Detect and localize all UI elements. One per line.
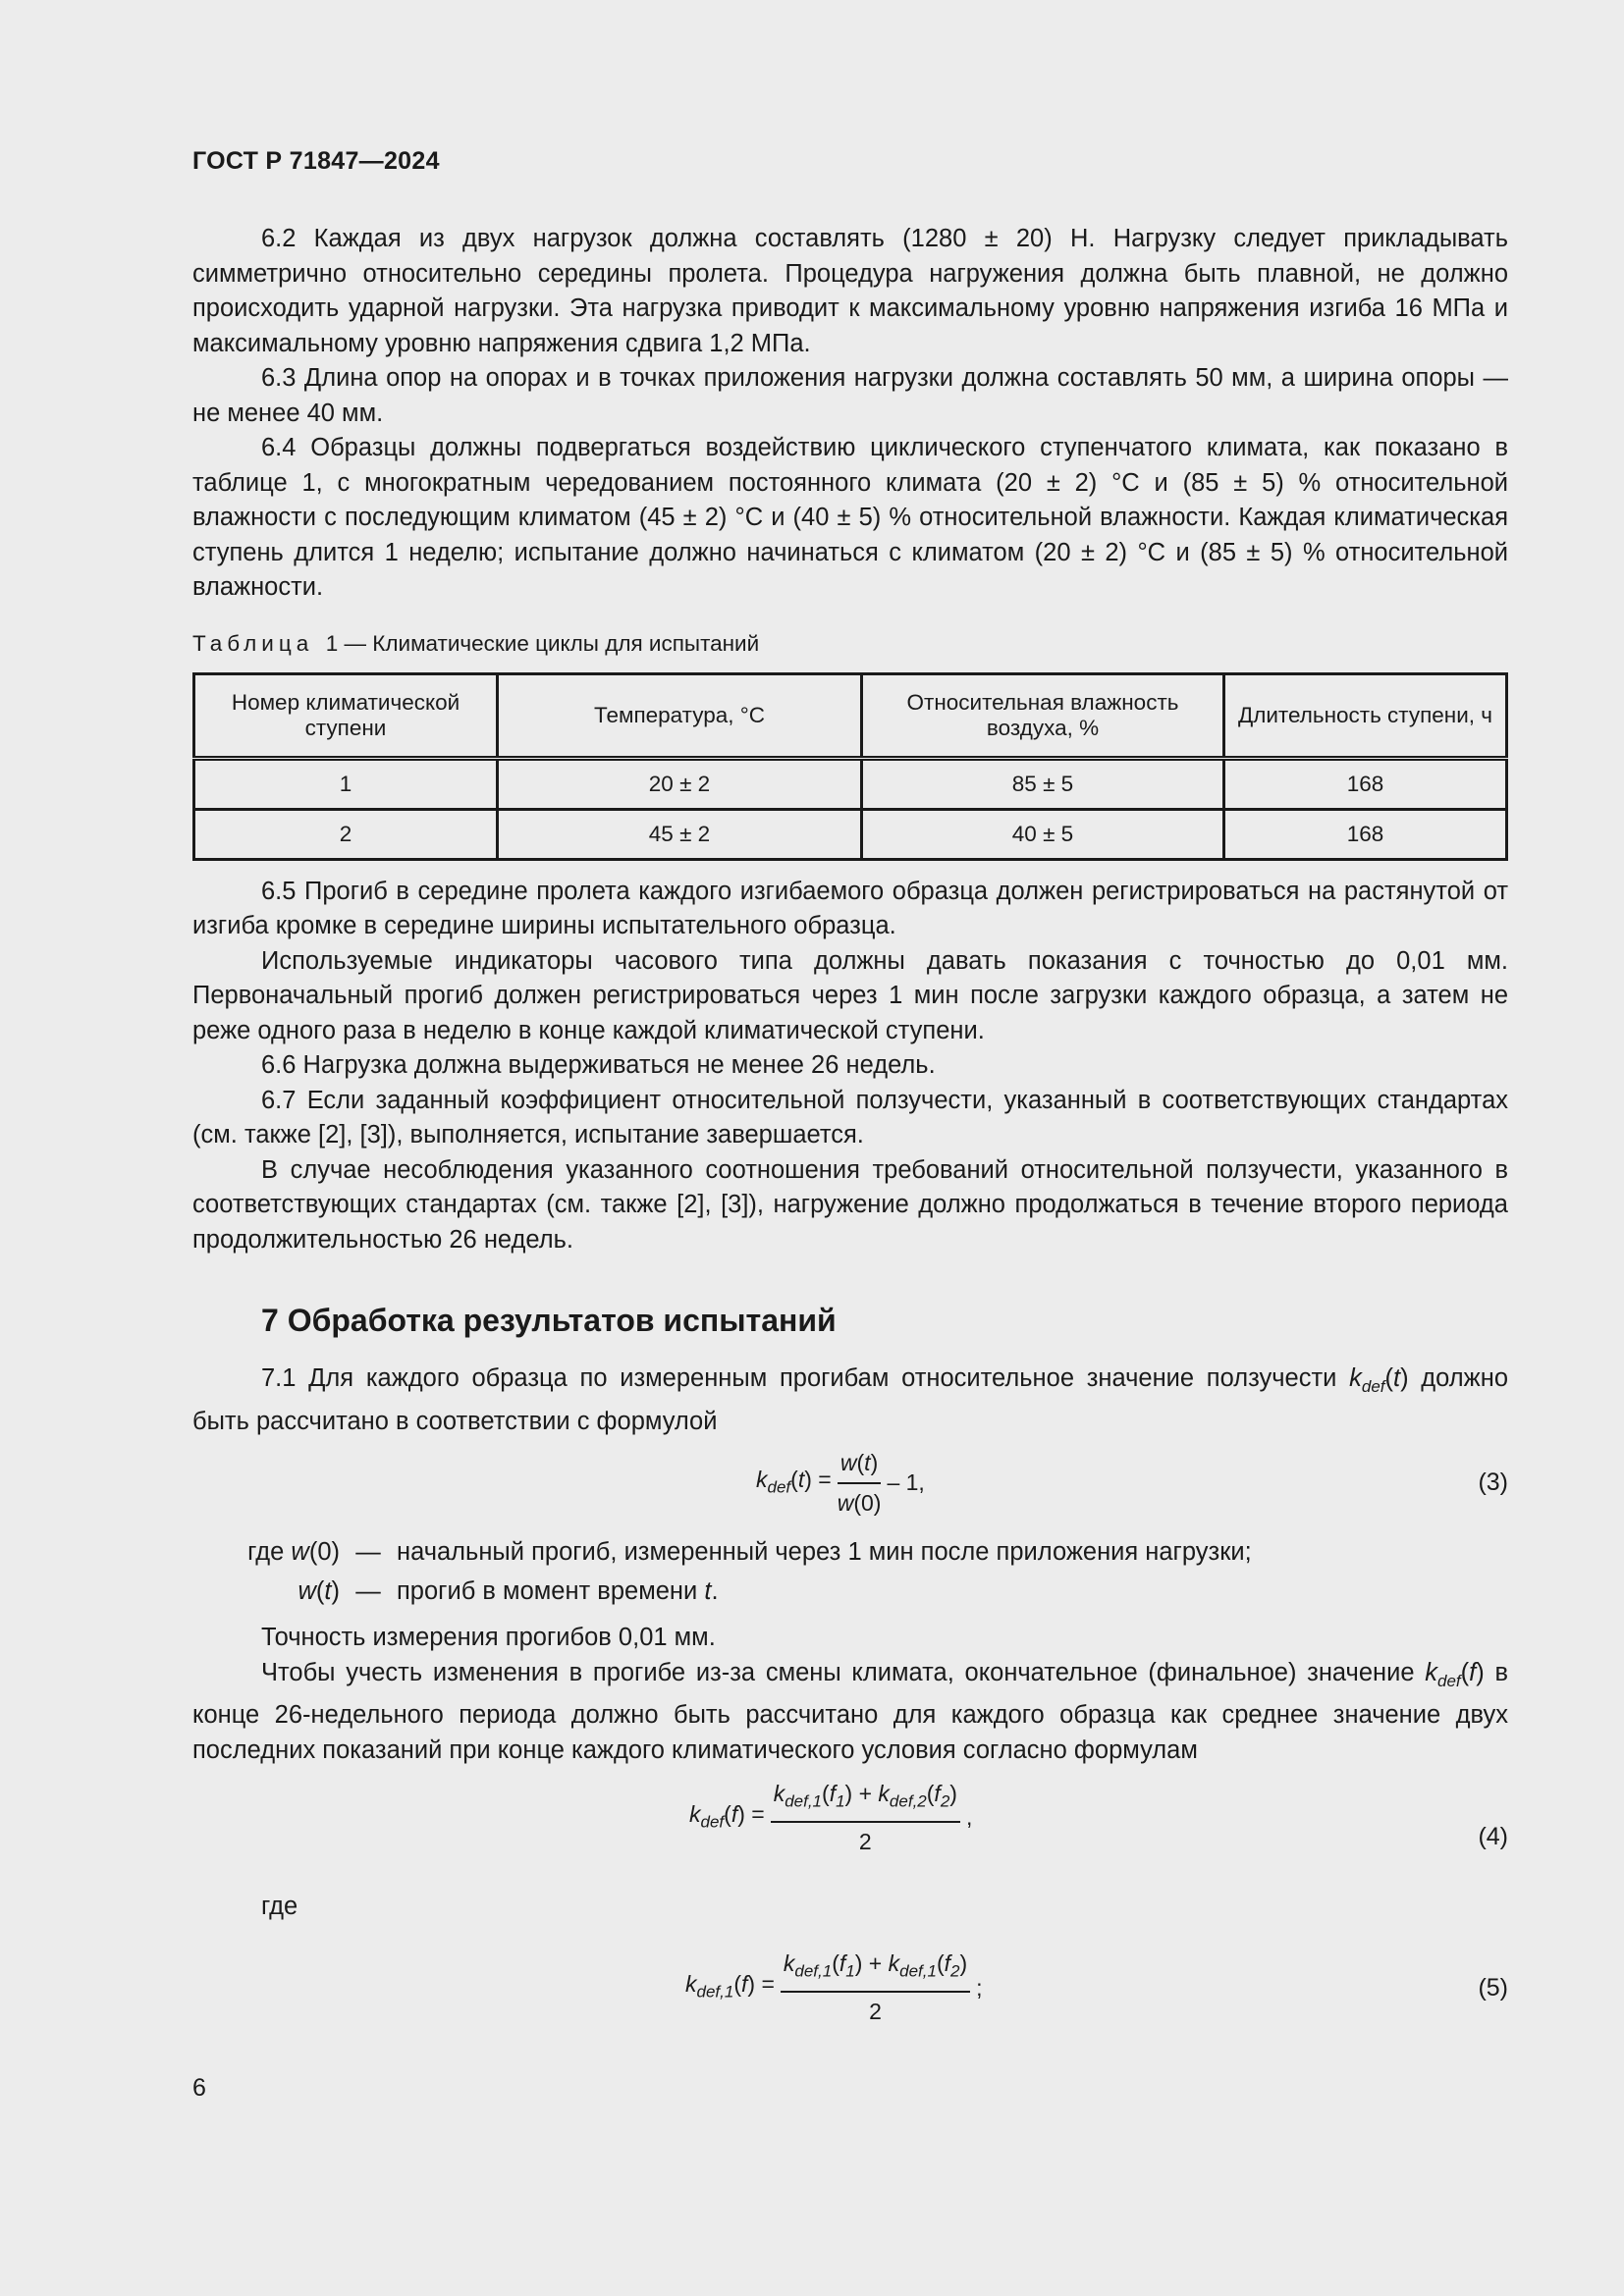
formula-5-number: (5) bbox=[1478, 1973, 1508, 2002]
table-header-cell: Номер климатической ступени bbox=[194, 673, 498, 758]
table-caption-label: Таблица bbox=[192, 630, 314, 656]
table-cell: 2 bbox=[194, 809, 498, 859]
table-caption bbox=[192, 629, 1508, 659]
formula-4 bbox=[192, 1774, 1508, 1862]
where-label: где bbox=[261, 1893, 298, 1921]
paragraph-final-value: Чтобы учесть изменения в прогибе из-за смены климата, окончательное (финальное) значение $k_{def}(f)$ в конце 26-недельного периода должно быть рассчитано для каждого образца как среднее значение двух последних показаний при конце каждого климатического условия согласно формулам bbox=[192, 1658, 1508, 1764]
formula-3-expression: $k_{def}(t)$ = $\frac{w(t)}{w(0)}$ – 1, bbox=[756, 1439, 925, 1527]
formula-4-expression: $k_{def}(f)$ = $\frac{k_{def,1}(f_1) + k_{def,2}(f_2)}{2}$ , bbox=[689, 1774, 972, 1862]
page-number: 6 bbox=[192, 2074, 206, 2102]
paragraph-7-1: 7.1 Для каждого образца по измеренным прогибам относительное значение ползучести $k_{def}(t)$ должно быть рассчитано в соответствии с формулой bbox=[192, 1364, 1509, 1435]
paragraph-indicators: Используемые индикаторы часового типа должны давать показания с точностью до 0,01 мм. Первоначальный прогиб должен регистрироваться через 1 мин после загрузки каждого образца, а затем не реже одного раза в неделю в конце каждой климатической ступени. bbox=[192, 946, 1508, 1044]
table-header-row bbox=[194, 673, 1507, 758]
where-block bbox=[192, 1535, 1508, 1609]
paragraph-6-7: 6.7 Если заданный коэффициент относительной ползучести, указанный в соответствующих стандартах (см. также [2], [3]), выполняется, испытание завершается. bbox=[192, 1086, 1508, 1148]
table-cell: 85 ± 5 bbox=[862, 758, 1224, 809]
table-cell: 40 ± 5 bbox=[862, 809, 1224, 859]
table-caption-text: 1 — Климатические циклы для испытаний bbox=[325, 630, 760, 656]
paragraph-6-5: 6.5 Прогиб в середине пролета каждого изгибаемого образца должен регистрироваться на растянутой от изгиба кромке в середине ширины испытательного образца. bbox=[192, 877, 1508, 939]
paragraph-6-6: 6.6 Нагрузка должна выдерживаться не менее 26 недель. bbox=[261, 1051, 936, 1079]
table-header-cell: Длительность ступени, ч bbox=[1224, 673, 1507, 758]
section-7-heading: 7 Обработка результатов испытаний bbox=[261, 1303, 837, 1338]
document-body bbox=[192, 222, 1508, 2033]
formula-5-expression: $k_{def,1}(f)$ = $\frac{k_{def,1}(f_1) + k_{def,1}(f_2)}{2}$ ; bbox=[685, 1945, 983, 2033]
table-row bbox=[194, 809, 1507, 859]
table-header-cell: Температура, °С bbox=[498, 673, 862, 758]
table-header-cell: Относительная влажность воздуха, % bbox=[862, 673, 1224, 758]
paragraph-6-3: 6.3 Длина опор на опорах и в точках приложения нагрузки должна составлять 50 мм, а ширина опоры — не менее 40 мм. bbox=[192, 364, 1508, 427]
where-item: w(t) — прогиб в момент времени t. bbox=[298, 1576, 719, 1605]
climate-cycles-table bbox=[192, 672, 1508, 861]
table-cell: 45 ± 2 bbox=[498, 809, 862, 859]
where-item: где w(0) — начальный прогиб, измеренный через 1 мин после приложения нагрузки; bbox=[247, 1538, 1252, 1567]
paragraph-accuracy: Точность измерения прогибов 0,01 мм. bbox=[261, 1624, 716, 1652]
formula-3 bbox=[192, 1439, 1508, 1527]
table-cell: 1 bbox=[194, 758, 498, 809]
paragraph-6-4: 6.4 Образцы должны подвергаться воздействию циклического ступенчатого климата, как показано в таблице 1, с многократным чередованием постоянного климата (20 ± 2) °С и (85 ± 5) % относительной влажности с последующим климатом (45 ± 2) °С и (40 ± 5) % относительной влажности. Каждая климатическая ступень длится 1 неделю; испытание должно начинаться с климатом (20 ± 2) °С и (85 ± 5) % относительной влажности. bbox=[192, 434, 1508, 601]
paragraph-non-compliance: В случае несоблюдения указанного соотношения требований относительной ползучести, указанного в соответствующих стандартах (см. также [2], [3]), нагружение должно продолжаться в течение второго периода продолжительностью 26 недель. bbox=[192, 1155, 1508, 1254]
formula-3-number: (3) bbox=[1478, 1468, 1508, 1497]
paragraph-6-2: 6.2 Каждая из двух нагрузок должна составлять (1280 ± 20) Н. Нагрузку следует прикладывать симметрично относительно середины пролета. Процедура нагружения должна быть плавной, не должно происходить ударной нагрузки. Эта нагрузка приводит к максимальному уровню напряжения изгиба 16 МПа и максимальному уровню напряжения сдвига 1,2 МПа. bbox=[192, 225, 1508, 357]
formula-5 bbox=[192, 1945, 1508, 2033]
formula-4-number: (4) bbox=[1478, 1823, 1508, 1851]
table-cell: 168 bbox=[1224, 758, 1507, 809]
table-cell: 168 bbox=[1224, 809, 1507, 859]
table-cell: 20 ± 2 bbox=[498, 758, 862, 809]
table-row bbox=[194, 758, 1507, 809]
document-header: ГОСТ Р 71847—2024 bbox=[192, 147, 440, 175]
